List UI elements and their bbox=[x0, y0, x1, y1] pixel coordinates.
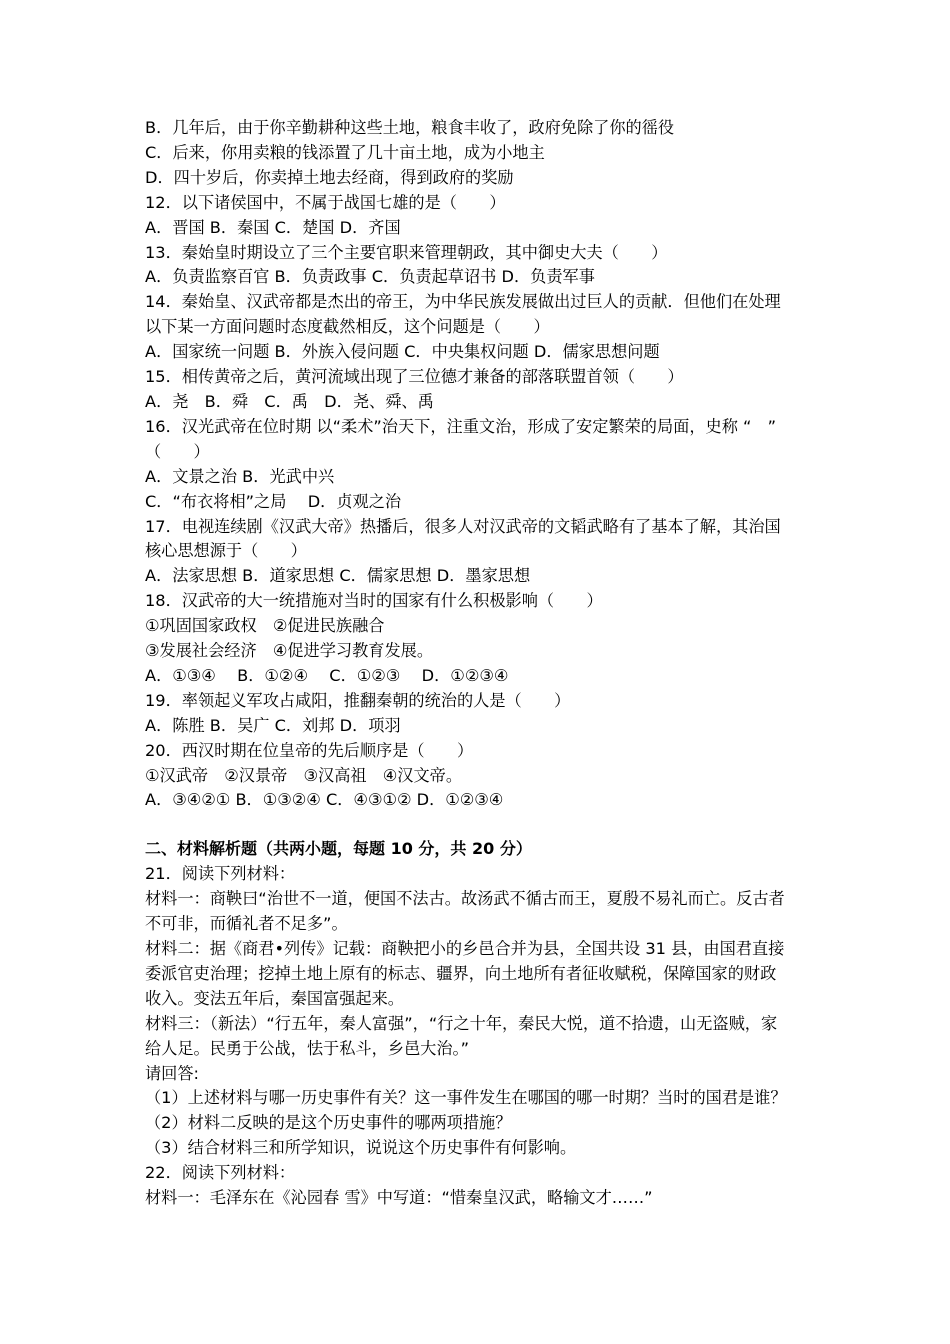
question-15-options: A．尧 B．舜 C．禹 D．尧、舜、禹 bbox=[145, 391, 434, 411]
question-15: 15．相传黄帝之后，黄河流域出现了三位德才兼备的部落联盟首领（ ） bbox=[145, 367, 684, 387]
question-14-options: A．国家统一问题 B．外族入侵问题 C．中央集权问题 D．儒家思想问题 bbox=[145, 342, 660, 362]
page-content bbox=[145, 116, 810, 1211]
material-line: 委派官吏治理；挖掉土地上原有的标志、疆界，向土地所有者征收赋税，保障国家的财政 bbox=[145, 963, 777, 983]
answer-prompt: 请回答: bbox=[145, 1063, 200, 1083]
material-line: 给人足。民勇于公战，怯于私斗，乡邑大治。” bbox=[145, 1038, 470, 1058]
question-17-options: A．法家思想 B．道家思想 C．儒家思想 D．墨家思想 bbox=[145, 566, 531, 586]
question-18-item: ③发展社会经济 ④促进学习教育发展。 bbox=[145, 641, 434, 661]
question-16: 16．汉光武帝在位时期 以“柔术”治天下，注重文治，形成了安定繁荣的局面，史称 “ ” bbox=[145, 416, 776, 436]
question-13: 13．秦始皇时期设立了三个主要官职来管理朝政，其中御史大夫（ ） bbox=[145, 242, 668, 262]
question-14-continued: 以下某一方面问题时态度截然相反，这个问题是（ ） bbox=[145, 317, 550, 337]
section-heading: 二、材料解析题（共两小题，每题 10 分，共 20 分） bbox=[145, 839, 532, 859]
sub-question: （2）材料二反映的是这个历史事件的哪两项措施？ bbox=[145, 1113, 512, 1133]
material-line: 材料二：据《商君•列传》记载：商鞅把小的乡邑合并为县，全国共设 31 县，由国君直接 bbox=[145, 939, 785, 958]
question-16-options: A．文景之治 B．光武中兴 bbox=[145, 466, 335, 486]
option-line: C．后来，你用卖粮的钱添置了几十亩土地，成为小地主 bbox=[145, 142, 545, 162]
question-16-continued: （ ） bbox=[145, 441, 210, 461]
question-19: 19．率领起义军攻占咸阳，推翻秦朝的统治的人是（ ） bbox=[145, 690, 571, 710]
section-gap bbox=[145, 813, 810, 837]
material-line: 材料一：毛泽东在《沁园春 雪》中写道：“惜秦皇汉武，略输文才……” bbox=[145, 1188, 653, 1208]
question-20: 20．西汉时期在位皇帝的先后顺序是（ ） bbox=[145, 740, 474, 760]
question-17-continued: 核心思想源于（ ） bbox=[145, 541, 307, 561]
question-20-options: A．③④②① B．①③②④ C．④③①② D．①②③④ bbox=[145, 790, 504, 810]
material-analysis-section bbox=[145, 862, 810, 1211]
option-line: D．四十岁后，你卖掉土地去经商，得到政府的奖励 bbox=[145, 167, 514, 187]
sub-question: （1）上述材料与哪一历史事件有关？这一事件发生在哪国的哪一时期？当时的国君是谁？ bbox=[145, 1088, 787, 1108]
question-14: 14．秦始皇、汉武帝都是杰出的帝王，为中华民族发展做出过巨人的贡献．但他们在处理 bbox=[145, 292, 781, 312]
material-line: 材料一：商鞅曰“治世不一道，便国不法古。故汤武不循古而王，夏殷不易礼而亡。反古者 bbox=[145, 889, 785, 909]
question-16-options: C．“布衣将相”之局 D．贞观之治 bbox=[145, 491, 402, 511]
option-line: B．几年后，由于你辛勤耕种这些土地，粮食丰收了，政府免除了你的徭役 bbox=[145, 118, 675, 137]
question-12-options: A．晋国 B．秦国 C．楚国 D．齐国 bbox=[145, 217, 401, 237]
question-18-item: ①巩固国家政权 ②促进民族融合 bbox=[145, 616, 385, 636]
question-22: 22．阅读下列材料： bbox=[145, 1163, 296, 1183]
question-20-item: ①汉武帝 ②汉景帝 ③汉高祖 ④汉文帝。 bbox=[145, 765, 463, 785]
material-line: 不可非，而循礼者不足多”。 bbox=[145, 914, 348, 934]
sub-question: （3）结合材料三和所学知识，说说这个历史事件有何影响。 bbox=[145, 1138, 577, 1158]
material-line: 材料三：（新法）“行五年，秦人富强”，“行之十年，秦民大悦，道不拾遗，山无盗贼，家 bbox=[145, 1013, 778, 1033]
multiple-choice-section bbox=[145, 116, 810, 813]
question-17: 17．电视连续剧《汉武大帝》热播后，很多人对汉武帝的文韬武略有了基本了解，其治国 bbox=[145, 516, 781, 536]
question-12: 12．以下诸侯国中，不属于战国七雄的是（ ） bbox=[145, 192, 506, 212]
question-19-options: A．陈胜 B．吴广 C．刘邦 D．项羽 bbox=[145, 715, 401, 735]
question-13-options: A．负责监察百官 B．负责政事 C．负责起草诏书 D．负责军事 bbox=[145, 267, 595, 287]
question-18-options: A．①③④ B．①②④ C．①②③ D．①②③④ bbox=[145, 665, 509, 685]
question-18: 18．汉武帝的大一统措施对当时的国家有什么积极影响（ ） bbox=[145, 591, 603, 611]
material-line: 收入。变法五年后，秦国富强起来。 bbox=[145, 988, 404, 1008]
question-21: 21．阅读下列材料： bbox=[145, 864, 296, 884]
